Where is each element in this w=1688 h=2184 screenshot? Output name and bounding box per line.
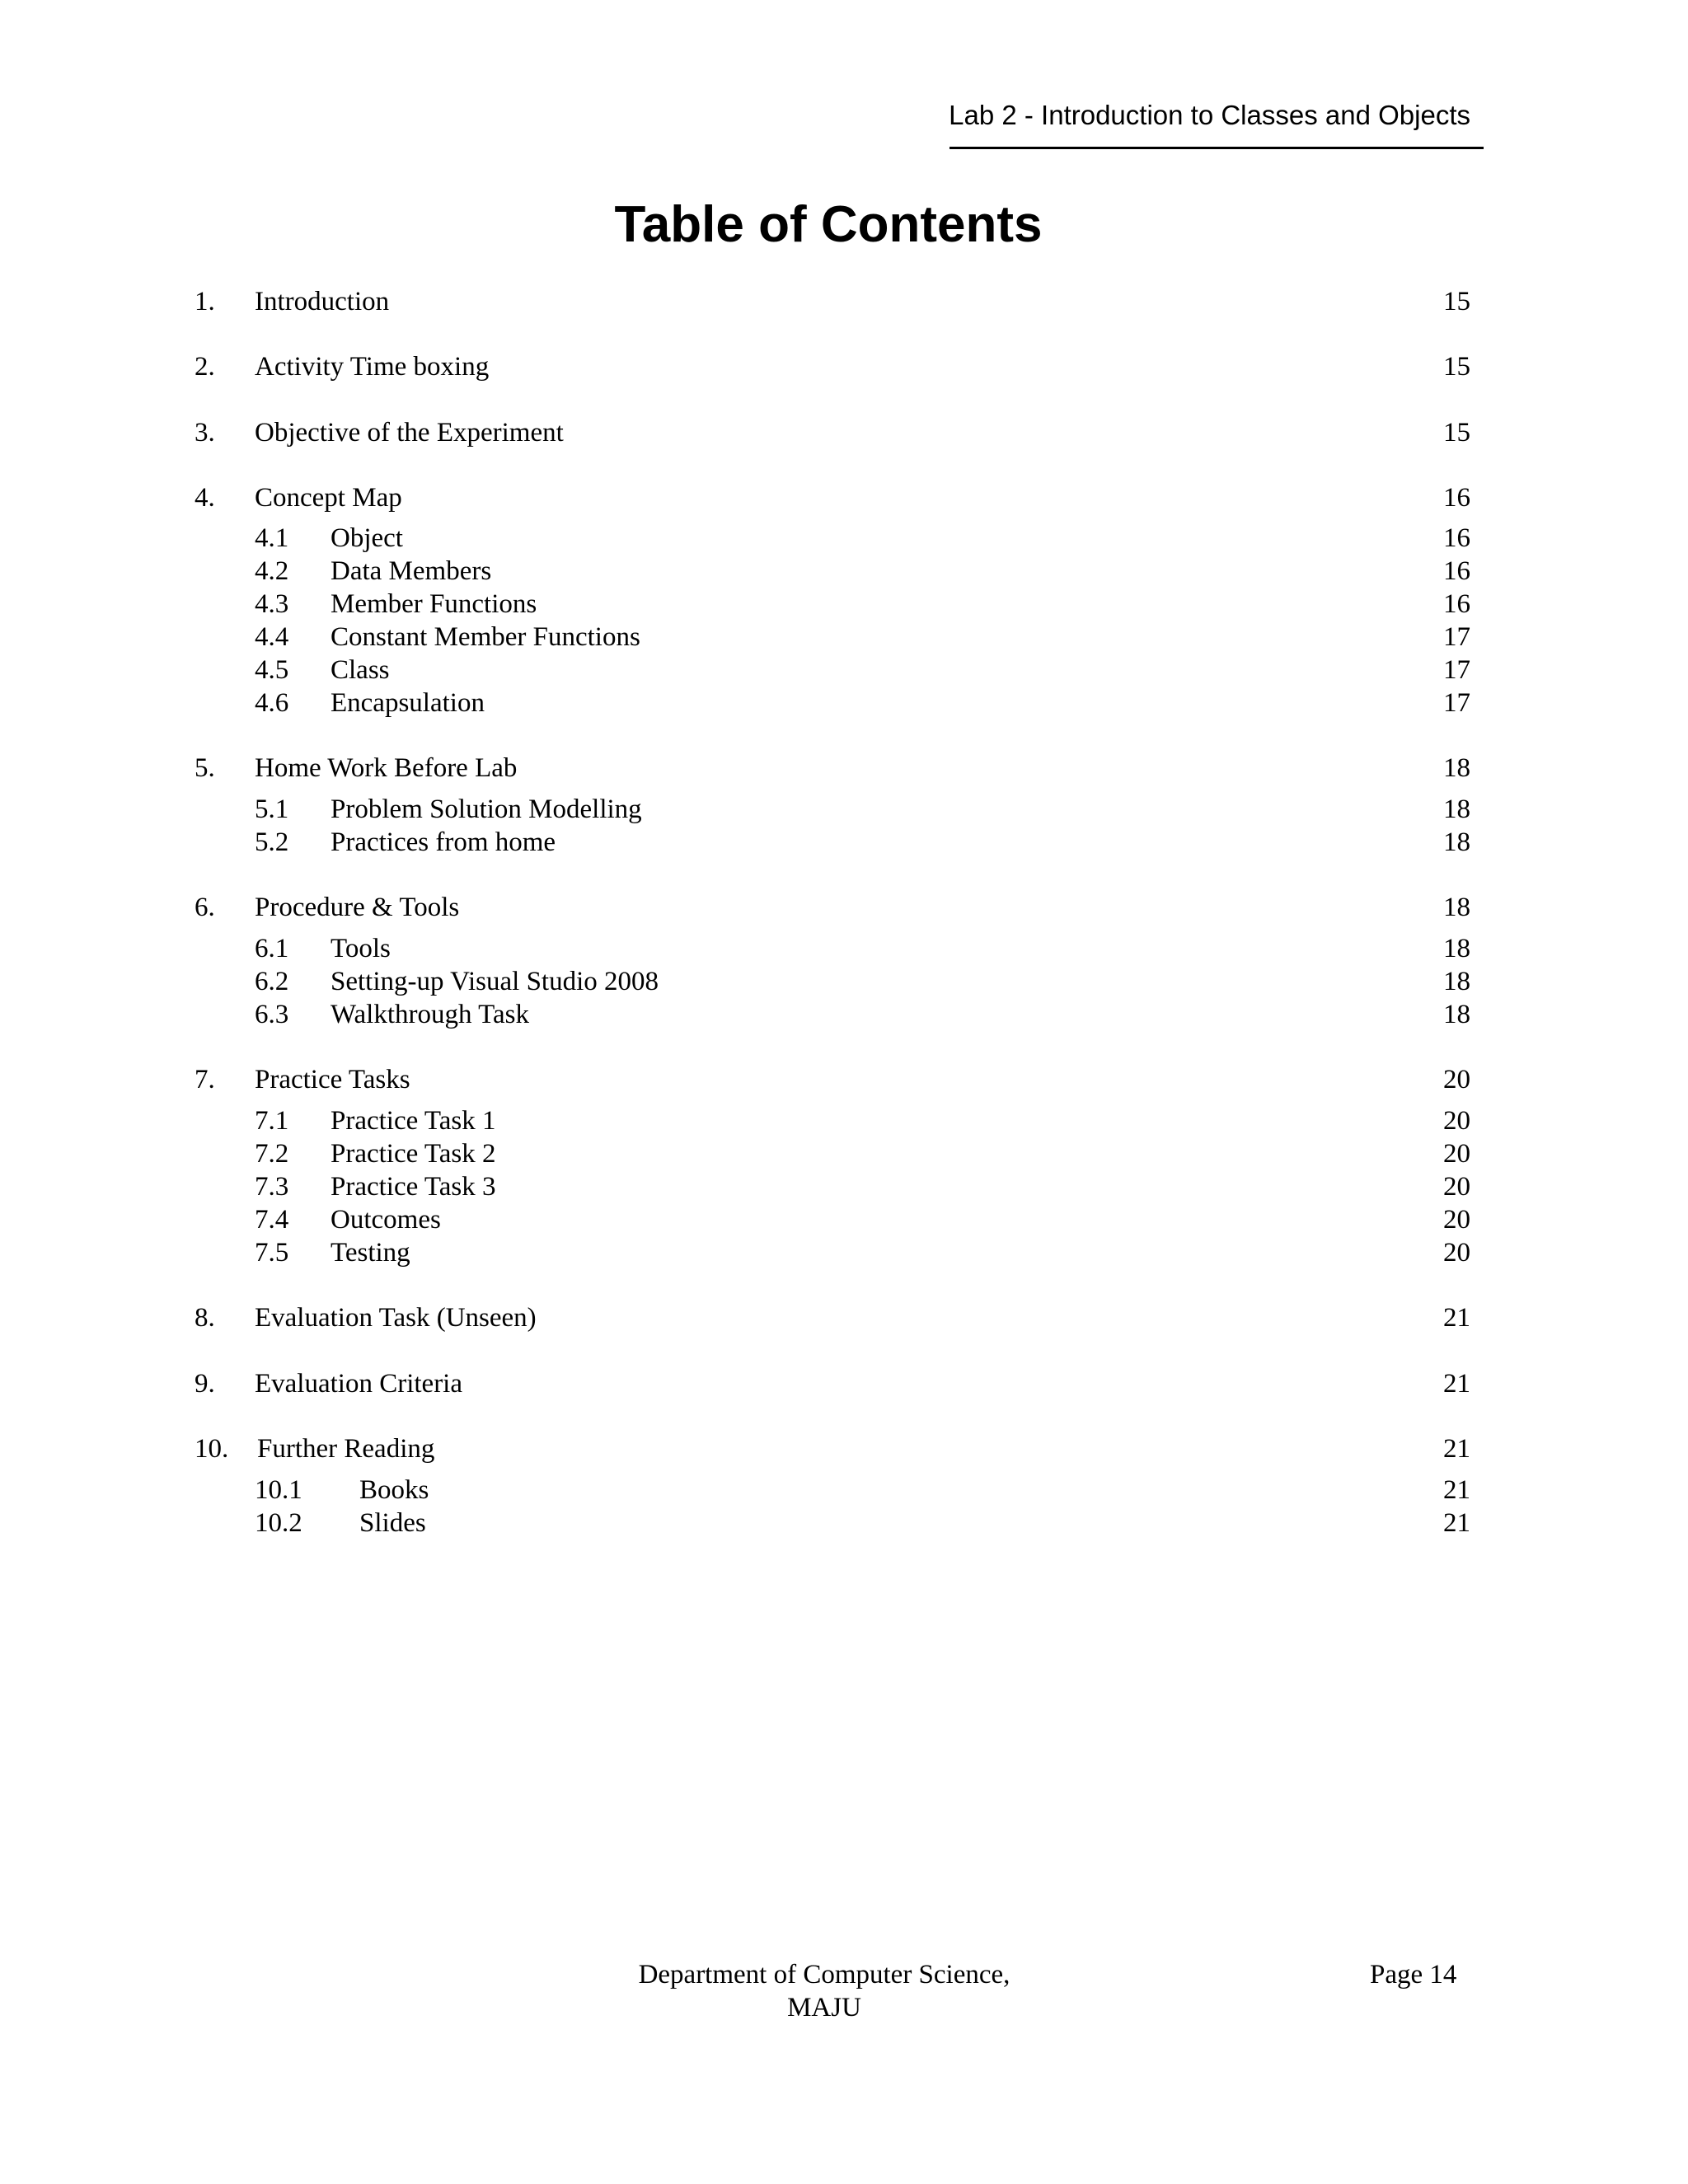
toc-subentry-label: Tools [331,934,391,963]
toc-entry-label: Procedure & Tools [255,893,460,922]
toc-entry-page: 18 [1443,753,1470,783]
toc-subentry-label: Practices from home [331,827,556,857]
toc-subentry-page: 18 [1443,794,1470,824]
toc-subentry-page: 20 [1443,1238,1470,1268]
toc-subentry-page: 16 [1443,556,1470,586]
toc-subentry-label: Object [331,523,403,553]
toc-entry-7-3[interactable] [0,1170,1688,1203]
toc-subentry-label: Member Functions [331,589,537,619]
toc-entry-6-1[interactable] [0,932,1688,965]
toc-subentry-label: Slides [359,1508,426,1538]
page-title: Table of Contents [614,196,1043,253]
toc-entry-page: 16 [1443,483,1470,513]
toc-subentry-number: 4.4 [255,622,289,652]
toc-subentry-label: Practice Task 2 [331,1139,496,1169]
toc-subentry-page: 20 [1443,1139,1470,1169]
toc-subentry-page: 18 [1443,934,1470,963]
toc-entry-7-4[interactable] [0,1203,1688,1236]
toc-entry-number: 1. [195,287,215,316]
toc-entry-6[interactable] [0,891,1688,924]
toc-entry-page: 18 [1443,893,1470,922]
toc-entry-number: 5. [195,753,215,783]
toc-subentry-page: 21 [1443,1508,1470,1538]
toc-entry-8[interactable] [0,1301,1688,1334]
toc-entry-5-1[interactable] [0,793,1688,826]
toc-entry-label: Objective of the Experiment [255,418,564,448]
running-header-text: Lab 2 - Introduction to Classes and Objects [949,100,1470,130]
toc-subentry-label: Outcomes [331,1205,441,1235]
toc-entry-number: 10. [195,1434,229,1464]
toc-entry-1[interactable] [0,285,1688,318]
toc-entry-page: 15 [1443,418,1470,448]
toc-subentry-number: 4.6 [255,688,289,718]
toc-subentry-number: 6.1 [255,934,289,963]
toc-subentry-number: 4.2 [255,556,289,586]
toc-subentry-page: 18 [1443,967,1470,996]
toc-subentry-page: 21 [1443,1475,1470,1505]
toc-entry-number: 4. [195,483,215,513]
toc-entry-5[interactable] [0,752,1688,785]
toc-entry-label: Introduction [255,287,390,316]
toc-entry-label: Practice Tasks [255,1065,410,1094]
toc-subentry-number: 5.1 [255,794,289,824]
footer-department [577,1958,1071,2024]
toc-entry-6-3[interactable] [0,998,1688,1031]
toc-entry-page: 20 [1443,1065,1470,1094]
toc-subentry-label: Constant Member Functions [331,622,640,652]
toc-subentry-number: 4.1 [255,523,289,553]
toc-entry-4-3[interactable] [0,588,1688,621]
toc-entry-4-2[interactable] [0,555,1688,588]
toc-subentry-number: 7.4 [255,1205,289,1235]
toc-subentry-page: 17 [1443,655,1470,685]
toc-subentry-label: Walkthrough Task [331,1000,529,1029]
toc-subentry-number: 6.3 [255,1000,289,1029]
footer-page-number: Page 14 [1370,1960,1457,1990]
toc-subentry-page: 16 [1443,523,1470,553]
toc-subentry-number: 5.2 [255,827,289,857]
toc-entry-number: 6. [195,893,215,922]
toc-entry-7[interactable] [0,1063,1688,1096]
toc-entry-number: 7. [195,1065,215,1094]
toc-subentry-label: Practice Task 3 [331,1172,496,1202]
toc-entry-7-1[interactable] [0,1104,1688,1137]
toc-subentry-label: Testing [331,1238,410,1268]
toc-entry-label: Activity Time boxing [255,352,490,382]
toc-subentry-number: 4.5 [255,655,289,685]
toc-entry-2[interactable] [0,350,1688,383]
toc-entry-label: Evaluation Criteria [255,1369,462,1399]
toc-subentry-number: 10.1 [255,1475,302,1505]
toc-entry-4[interactable] [0,481,1688,514]
toc-subentry-page: 17 [1443,688,1470,718]
toc-entry-3[interactable] [0,416,1688,449]
toc-subentry-number: 4.3 [255,589,289,619]
toc-subentry-number: 10.2 [255,1508,302,1538]
toc-subentry-page: 18 [1443,1000,1470,1029]
toc-subentry-label: Practice Task 1 [331,1106,496,1136]
toc-subentry-page: 18 [1443,827,1470,857]
toc-subentry-page: 20 [1443,1106,1470,1136]
toc-entry-number: 8. [195,1303,215,1333]
toc-subentry-number: 7.3 [255,1172,289,1202]
toc-entry-5-2[interactable] [0,826,1688,859]
toc-entry-7-5[interactable] [0,1236,1688,1269]
toc-subentry-label: Setting-up Visual Studio 2008 [331,967,659,996]
toc-subentry-label: Data Members [331,556,492,586]
toc-entry-7-2[interactable] [0,1137,1688,1170]
toc-subentry-number: 7.5 [255,1238,289,1268]
toc-entry-10-2[interactable] [0,1507,1688,1540]
toc-entry-number: 3. [195,418,215,448]
toc-entry-page: 15 [1443,352,1470,382]
toc-entry-4-5[interactable] [0,654,1688,687]
toc-subentry-label: Encapsulation [331,688,485,718]
footer-department-line2: MAJU [787,1993,861,2022]
toc-entry-4-4[interactable] [0,621,1688,654]
toc-subentry-label: Problem Solution Modelling [331,794,642,824]
toc-subentry-page: 20 [1443,1205,1470,1235]
toc-entry-10-1[interactable] [0,1474,1688,1507]
toc-subentry-number: 6.2 [255,967,289,996]
toc-subentry-label: Class [331,655,390,685]
toc-subentry-label: Books [359,1475,429,1505]
toc-entry-label: Home Work Before Lab [255,753,518,783]
toc-entry-page: 21 [1443,1303,1470,1333]
toc-subentry-number: 7.1 [255,1106,289,1136]
toc-subentry-number: 7.2 [255,1139,289,1169]
toc-entry-9[interactable] [0,1367,1688,1400]
footer-department-line1: Department of Computer Science, [638,1960,1010,1990]
toc-entry-page: 15 [1443,287,1470,316]
toc-entry-4-1[interactable] [0,522,1688,555]
toc-entry-number: 2. [195,352,215,382]
toc-entry-4-6[interactable] [0,687,1688,719]
toc-entry-6-2[interactable] [0,965,1688,998]
toc-subentry-page: 16 [1443,589,1470,619]
toc-entry-page: 21 [1443,1434,1470,1464]
toc-entry-label: Concept Map [255,483,402,513]
toc-entry-number: 9. [195,1369,215,1399]
toc-entry-label: Evaluation Task (Unseen) [255,1303,537,1333]
toc-subentry-page: 20 [1443,1172,1470,1202]
toc-entry-10[interactable] [0,1432,1688,1465]
toc-entry-page: 21 [1443,1369,1470,1399]
toc-subentry-page: 17 [1443,622,1470,652]
toc-entry-label: Further Reading [257,1434,435,1464]
